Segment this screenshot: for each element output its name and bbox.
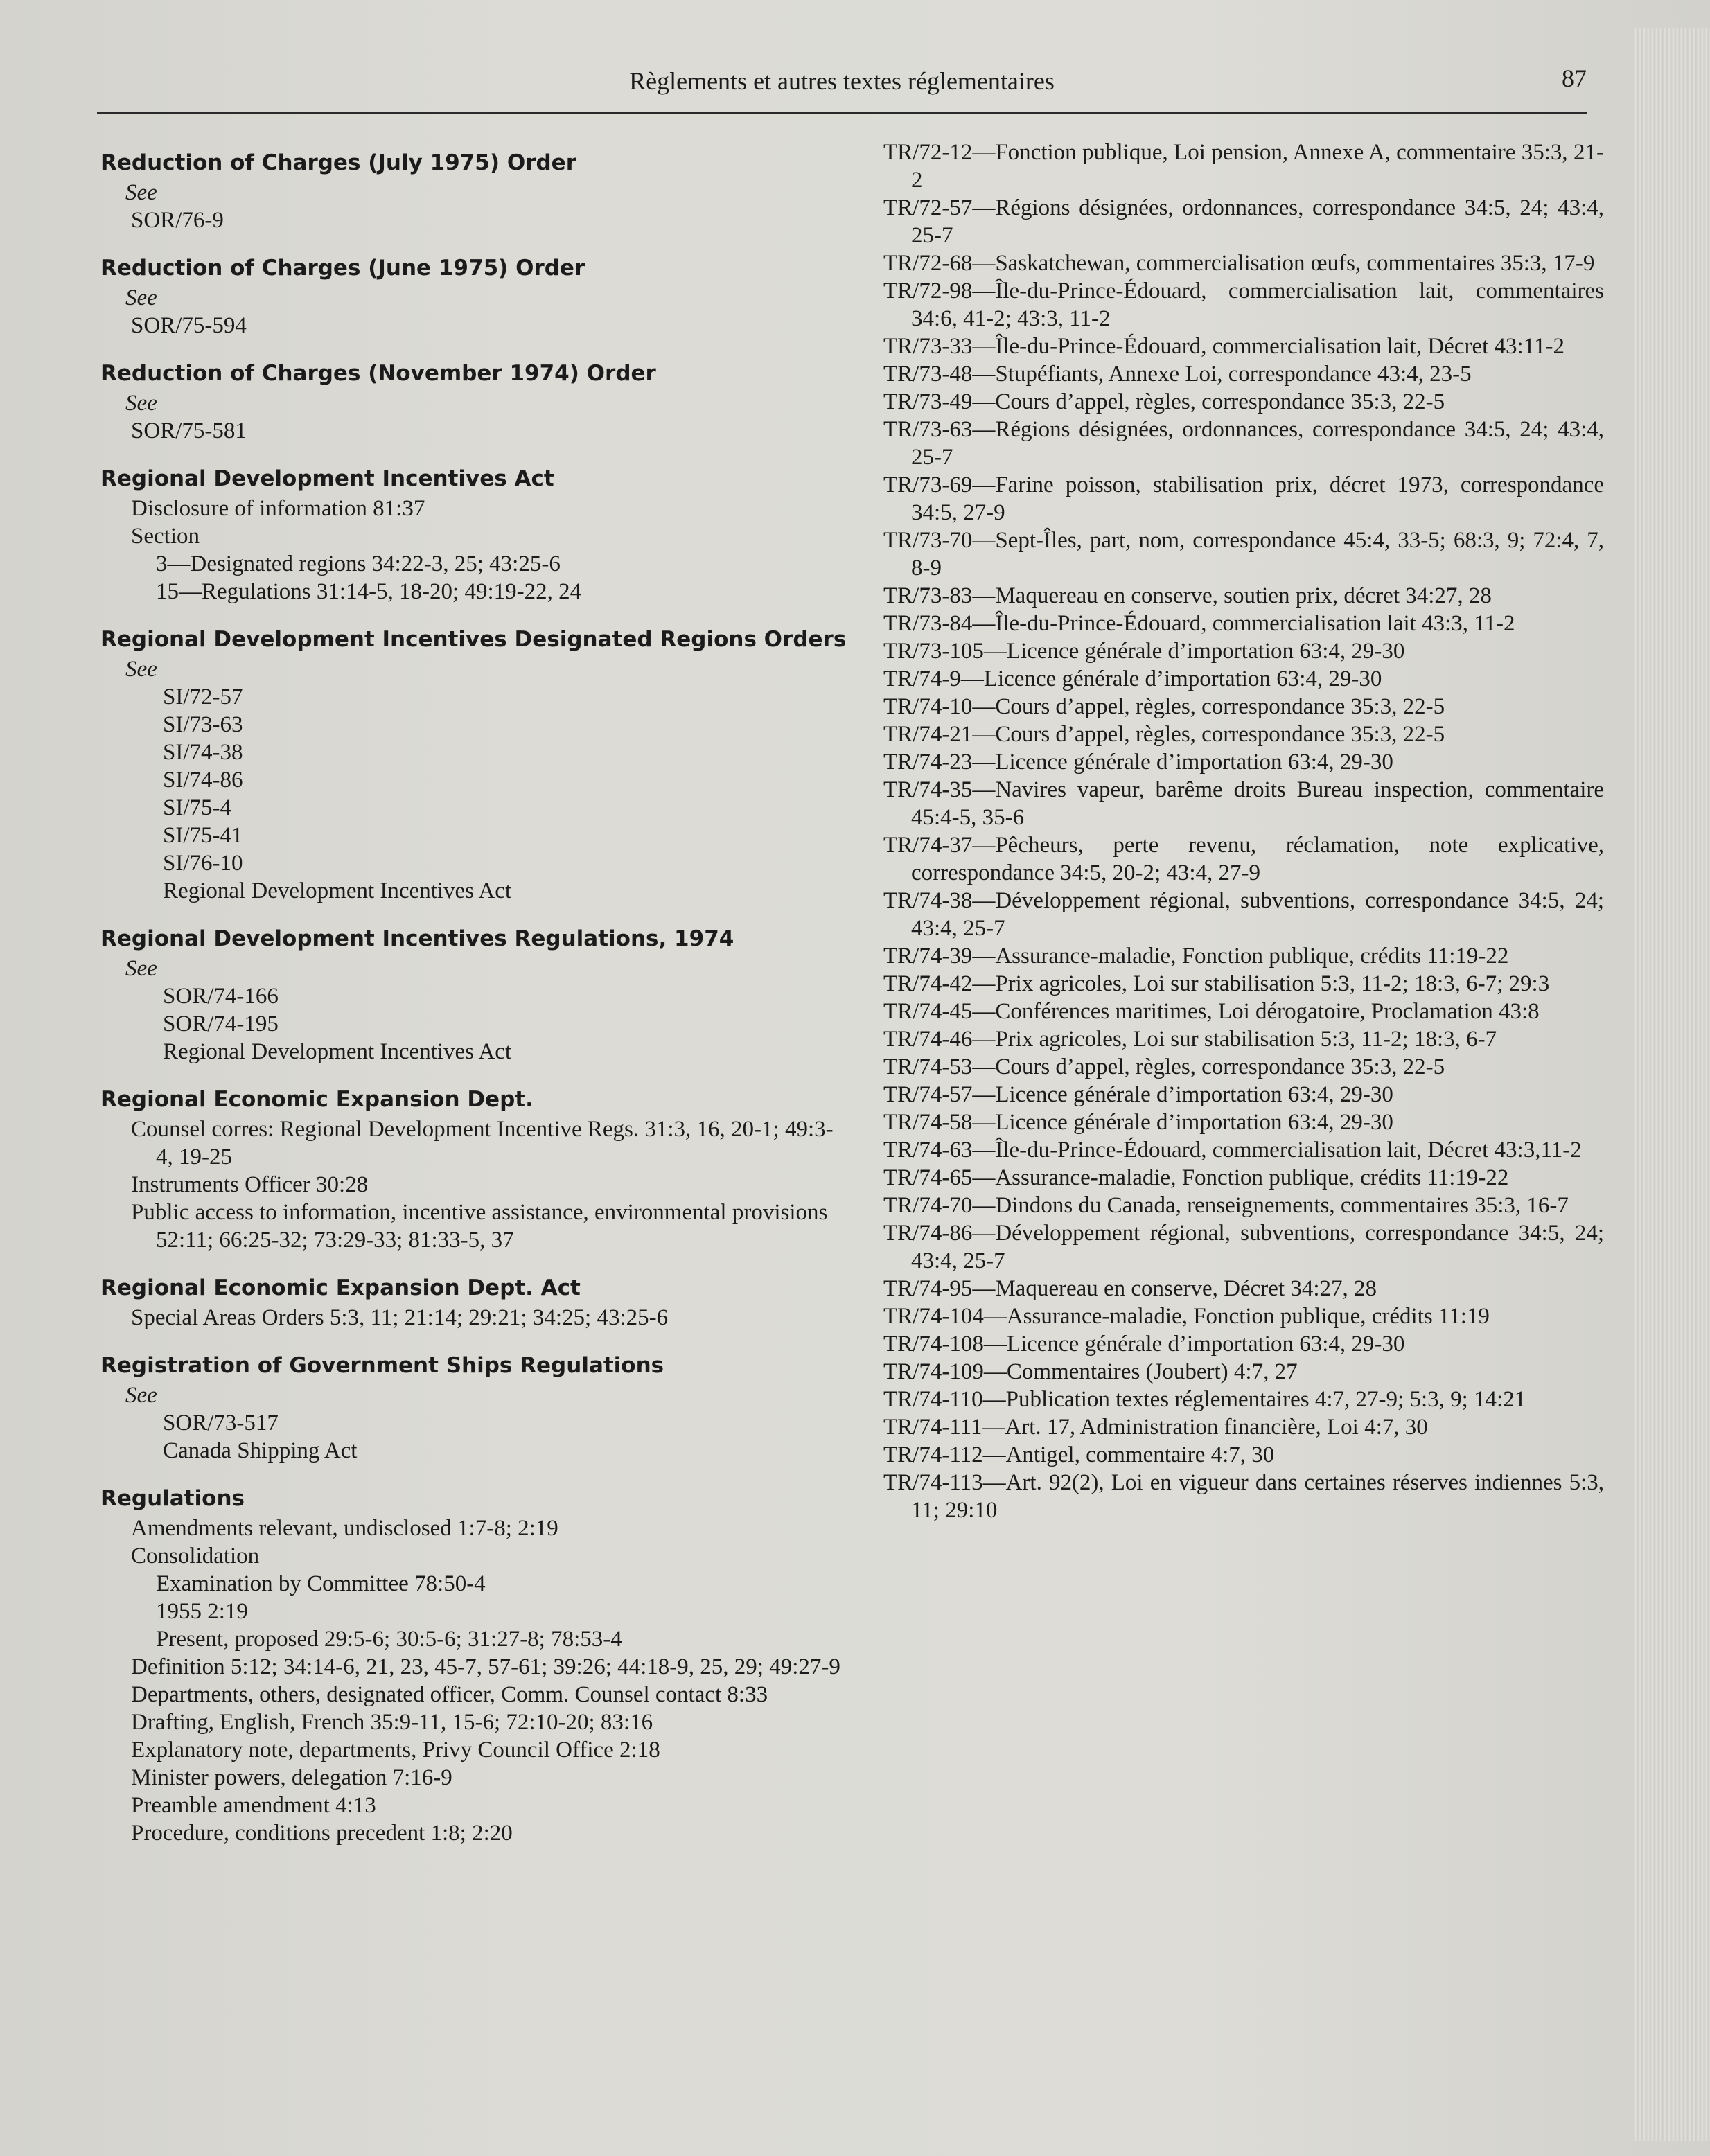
entry-heading: Reduction of Charges (November 1974) Order	[100, 361, 656, 386]
tr-entry: TR/74-63—Île-du-Prince-Édouard, commercialisation lait, Décret 43:3,11-2	[883, 1138, 1582, 1163]
tr-entry: TR/74-9—Licence générale d’importation 63:4, 29-30	[883, 666, 1382, 691]
tr-entry: TR/74-21—Cours d’appel, règles, correspondance 35:3, 22-5	[883, 722, 1445, 747]
entry-heading: Regional Economic Expansion Dept. Act	[100, 1275, 581, 1300]
cross-reference: SI/74-86	[163, 768, 243, 793]
see-label: See	[125, 657, 157, 682]
tr-entry: TR/74-108—Licence générale d’importation 63:4, 29-30	[883, 1332, 1405, 1357]
cross-reference: SOR/75-594	[131, 313, 247, 338]
tr-entry: TR/74-38—Développement régional, subventions, correspondance 34:5, 24; 43:4, 25-7	[883, 888, 1604, 941]
see-label: See	[125, 391, 157, 416]
index-entry	[100, 357, 849, 445]
tr-entry: TR/74-109—Commentaires (Joubert) 4:7, 27	[883, 1359, 1298, 1384]
entry-heading: Regulations	[100, 1486, 245, 1511]
index-entry	[100, 1272, 849, 1332]
subentry: Public access to information, incentive assistance, environmental provisions 52:11; 66:25-32; 73:29-33; 81:33-5, 37	[131, 1200, 828, 1253]
subentry: Section	[131, 524, 200, 549]
tr-entry: TR/72-57—Régions désignées, ordonnances, correspondance 34:5, 24; 43:4, 25-7	[883, 195, 1604, 248]
tr-entry: TR/74-39—Assurance-maladie, Fonction publique, crédits 11:19-22	[883, 944, 1509, 969]
tr-entry: TR/73-48—Stupéfiants, Annexe Loi, correspondance 43:4, 23-5	[883, 362, 1472, 387]
tr-entry: TR/74-110—Publication textes réglementaires 4:7, 27-9; 5:3, 9; 14:21	[883, 1387, 1526, 1412]
entry-heading: Regional Economic Expansion Dept.	[100, 1087, 534, 1112]
tr-entry: TR/72-12—Fonction publique, Loi pension, Annexe A, commentaire 35:3, 21-2	[883, 140, 1604, 193]
entry-heading: Reduction of Charges (July 1975) Order	[100, 150, 576, 175]
cross-reference: SOR/73-517	[163, 1411, 279, 1435]
cross-reference: Canada Shipping Act	[163, 1438, 358, 1463]
tr-entry: TR/74-112—Antigel, commentaire 4:7, 30	[883, 1442, 1275, 1467]
entry-heading: Regional Development Incentives Regulations, 1974	[100, 926, 734, 951]
tr-entry: TR/74-86—Développement régional, subventions, correspondance 34:5, 24; 43:4, 25-7	[883, 1221, 1604, 1273]
subentry: Preamble amendment 4:13	[131, 1793, 376, 1818]
index-entry	[100, 147, 849, 234]
subentry: Departments, others, designated officer, Comm. Counsel contact 8:33	[131, 1682, 768, 1707]
tr-entry: TR/73-83—Maquereau en conserve, soutien prix, décret 34:27, 28	[883, 583, 1492, 608]
cross-reference: SI/73-63	[163, 712, 243, 737]
tr-entry: TR/74-70—Dindons du Canada, renseignements, commentaires 35:3, 16-7	[883, 1193, 1569, 1218]
cross-reference: Regional Development Incentives Act	[163, 878, 512, 903]
tr-entry: TR/74-113—Art. 92(2), Loi en vigueur dans certaines réserves indiennes 5:3, 11; 29:10	[883, 1470, 1604, 1523]
subentry: Amendments relevant, undisclosed 1:7-8; 2:19	[131, 1516, 558, 1541]
cross-reference: SI/75-4	[163, 795, 231, 820]
subentry: 15—Regulations 31:14-5, 18-20; 49:19-22, 24	[156, 579, 582, 604]
tr-entry: TR/73-63—Régions désignées, ordonnances, correspondance 34:5, 24; 43:4, 25-7	[883, 417, 1604, 470]
index-entry	[100, 252, 849, 339]
tr-entry: TR/74-35—Navires vapeur, barême droits Bureau inspection, commentaire 45:4-5, 35-6	[883, 777, 1604, 830]
see-label: See	[125, 180, 157, 205]
index-entry	[100, 1084, 849, 1254]
tr-entry: TR/74-37—Pêcheurs, perte revenu, réclamation, note explicative, correspondance 34:5, 20-2; 43:4, 27-9	[883, 833, 1604, 885]
cross-reference: SI/76-10	[163, 851, 243, 876]
tr-entry: TR/74-42—Prix agricoles, Loi sur stabilisation 5:3, 11-2; 18:3, 6-7; 29:3	[883, 971, 1550, 996]
index-entry	[100, 923, 849, 1066]
index-entry	[100, 624, 849, 905]
subentry: Minister powers, delegation 7:16-9	[131, 1765, 452, 1790]
subentry: Disclosure of information 81:37	[131, 496, 425, 521]
page-header	[97, 64, 1587, 114]
subentry: 1955 2:19	[156, 1599, 248, 1624]
tr-entry: TR/74-104—Assurance-maladie, Fonction publique, crédits 11:19	[883, 1304, 1490, 1329]
cross-reference: SI/74-38	[163, 740, 243, 765]
see-label: See	[125, 956, 157, 981]
cross-reference: SOR/76-9	[131, 208, 224, 233]
page-number: 87	[1562, 64, 1587, 92]
index-entry	[100, 463, 849, 606]
entry-heading: Registration of Government Ships Regulations	[100, 1353, 664, 1378]
index-entry	[100, 1350, 849, 1465]
subentry: Definition 5:12; 34:14-6, 21, 23, 45-7, 57-61; 39:26; 44:18-9, 25, 29; 49:27-9	[131, 1654, 840, 1679]
tr-entry: TR/73-84—Île-du-Prince-Édouard, commercialisation lait 43:3, 11-2	[883, 611, 1515, 636]
tr-entry: TR/74-46—Prix agricoles, Loi sur stabilisation 5:3, 11-2; 18:3, 6-7	[883, 1027, 1497, 1052]
subentry: Procedure, conditions precedent 1:8; 2:20	[131, 1821, 513, 1846]
tr-entry: TR/73-33—Île-du-Prince-Édouard, commercialisation lait, Décret 43:11-2	[883, 334, 1564, 359]
subentry: Drafting, English, French 35:9-11, 15-6; 72:10-20; 83:16	[131, 1710, 653, 1735]
index-entry	[100, 1483, 849, 1847]
cross-reference: Regional Development Incentives Act	[163, 1039, 512, 1064]
entry-heading: Regional Development Incentives Act	[100, 466, 554, 491]
subentry: Explanatory note, departments, Privy Council Office 2:18	[131, 1738, 660, 1762]
tr-entry: TR/74-65—Assurance-maladie, Fonction publique, crédits 11:19-22	[883, 1165, 1509, 1190]
tr-entry: TR/74-45—Conférences maritimes, Loi dérogatoire, Proclamation 43:8	[883, 999, 1540, 1024]
subentry: Special Areas Orders 5:3, 11; 21:14; 29:21; 34:25; 43:25-6	[131, 1305, 669, 1330]
tr-entry: TR/74-58—Licence générale d’importation 63:4, 29-30	[883, 1110, 1393, 1135]
tr-entry: TR/73-70—Sept-Îles, part, nom, correspondance 45:4, 33-5; 68:3, 9; 72:4, 7, 8-9	[883, 528, 1604, 581]
entry-heading: Regional Development Incentives Designated Regions Orders	[100, 627, 847, 652]
tr-entry: TR/74-53—Cours d’appel, règles, correspondance 35:3, 22-5	[883, 1054, 1445, 1079]
right-column	[883, 139, 1604, 1524]
see-label: See	[125, 285, 157, 310]
cross-reference: SI/75-41	[163, 823, 243, 848]
running-title: Règlements et autres textes réglementaires	[629, 67, 1055, 95]
page-edge-stack	[1634, 28, 1710, 2141]
subentry: Consolidation	[131, 1544, 260, 1569]
subentry: Present, proposed 29:5-6; 30:5-6; 31:27-8; 78:53-4	[156, 1627, 622, 1652]
tr-entry: TR/74-23—Licence générale d’importation 63:4, 29-30	[883, 750, 1393, 775]
cross-reference: SOR/75-581	[131, 418, 247, 443]
entry-heading: Reduction of Charges (June 1975) Order	[100, 256, 585, 281]
subentry: Counsel corres: Regional Development Incentive Regs. 31:3, 16, 20-1; 49:3-4, 19-25	[131, 1117, 834, 1169]
cross-reference: SI/72-57	[163, 684, 243, 709]
subentry: Instruments Officer 30:28	[131, 1172, 369, 1197]
tr-entry: TR/72-98—Île-du-Prince-Édouard, commercialisation lait, commentaires 34:6, 41-2; 43:3, 11-2	[883, 279, 1604, 331]
tr-entry: TR/74-95—Maquereau en conserve, Décret 34:27, 28	[883, 1276, 1377, 1301]
tr-entry: TR/74-111—Art. 17, Administration financière, Loi 4:7, 30	[883, 1415, 1428, 1440]
see-label: See	[125, 1383, 157, 1408]
tr-entry: TR/73-69—Farine poisson, stabilisation prix, décret 1973, correspondance 34:5, 27-9	[883, 472, 1604, 525]
subentry: Examination by Committee 78:50-4	[156, 1571, 486, 1596]
tr-entry: TR/73-49—Cours d’appel, règles, correspondance 35:3, 22-5	[883, 389, 1445, 414]
cross-reference: SOR/74-166	[163, 984, 279, 1009]
tr-entry: TR/73-105—Licence générale d’importation 63:4, 29-30	[883, 639, 1405, 664]
tr-entry: TR/72-68—Saskatchewan, commercialisation œufs, commentaires 35:3, 17-9	[883, 251, 1595, 276]
tr-entry: TR/74-57—Licence générale d’importation 63:4, 29-30	[883, 1082, 1393, 1107]
tr-entry: TR/74-10—Cours d’appel, règles, correspondance 35:3, 22-5	[883, 694, 1445, 719]
subentry: 3—Designated regions 34:22-3, 25; 43:25-6	[156, 551, 561, 576]
left-column	[100, 147, 849, 1847]
cross-reference: SOR/74-195	[163, 1011, 279, 1036]
